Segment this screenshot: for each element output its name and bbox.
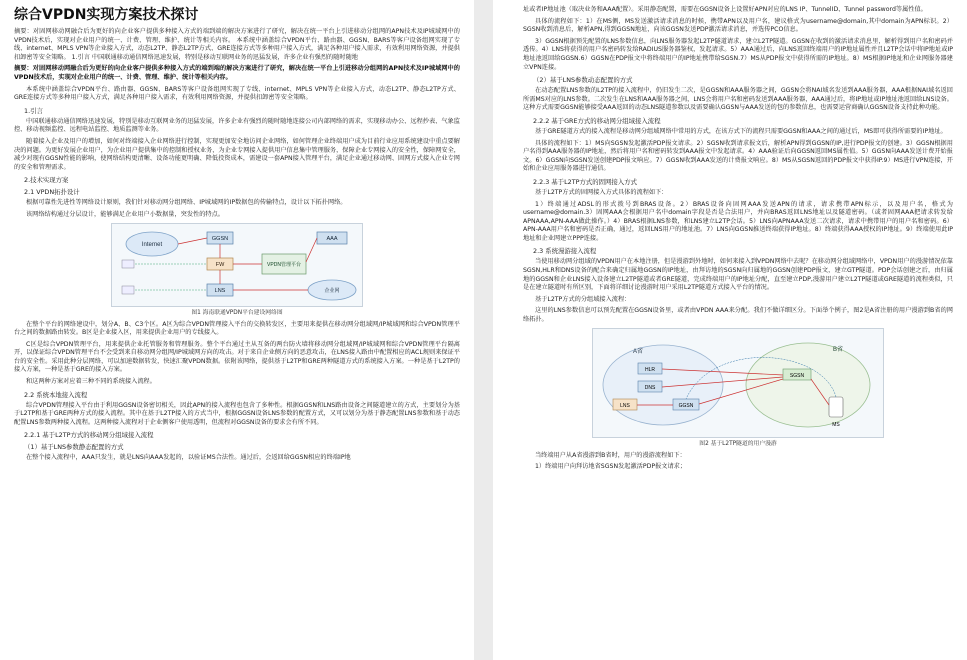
f1-ggsn-label: GGSN xyxy=(211,235,229,242)
figure-1-caption: 图1 海南联通VPDN平台建设网络图 xyxy=(191,309,283,316)
steps-paragraph-2: 3）GGSN根据预先配置的LNS参数信息，向LNS服务器发起L2TP隧道请求，建立L2TP隧道。GGSN在收到的激活请求消息里，解析得到用户名和密码并透传。4）LNS将获得的用户名密码转发给RADIUS服务器鉴权，发起请求。5）AAA通过后，向LNS返回终端用户的IP地址属性并且L2TP会话中将IP地址或IP地址池返回给GGSN.6）GGSN在PDP报文中将终端用户的IP地址携带给SGSN.7）MS从PDP报文中获得所需的IP地址。8）MS根据IP地址和企业网服务器建立VPN连接。 xyxy=(523,37,953,71)
fixed-paragraph-2: 1）终端通过ADSL的形式拨号到BRAS设备。2）BRAS设备向固网AAA发送APN的请求，请求携带APN标示，以及用户名，格式为username@domain.3）固网AAA会根据用户名中domain字段是否是合法用户，并向BRAS返回LNS地址以及隧道密码。（或者固网AAA把请求转发给APNAAA,APN-AAA做此操作。）4）BRAS根据LNS参数，和LNS建立L2TP会话。5）LNS向APNAAA发送二次请求，请求中携带用户的用户名和密码。6）APN-AAA用户名和密码是否正确，通过，返回LNS用户的地址池。7）LNS向GGSN推送终端获得IP地址。8）终端获得AAA授权的IP地址。9）终端使用此IP地址和企业网建立PPP连接。 xyxy=(523,200,953,242)
fig1-paragraph-1: 在整个平台的网络建设中，划分A、B、C3个区。A区为综合VPDN管理接入平台的交换转发区，主要用来提供在移动网分组域网/IP城域网和综合VPDN管理平台之间的数据路由转发。B区是企业接入区，用来提供企业用户的专线接入。 xyxy=(14,320,460,337)
heading-dynamic: （2）基于LNS参数动态配置的方式 xyxy=(533,76,633,85)
fig1-paragraph-3: 和这两种方案对应着三种不同的系统接入流程。 xyxy=(26,378,156,386)
roam-paragraph-4: 当终端用户从A省漫游到B省时，用户的漫游流程如下： xyxy=(535,451,686,459)
left-page xyxy=(0,0,474,660)
terminal-icon xyxy=(122,260,134,268)
static-paragraph-1: 在整个接入流程中，AAA只发生，就是LNS向AAA发起的，以验证MS合法性。通过后，会返回给GGSN相应的终端IP地 xyxy=(26,454,351,462)
f2-dns-label: DNS xyxy=(644,384,656,391)
abstract-bold: 摘要：对固网移动网融合后为更好的向企业客户提供多种接入方式的端到端的解决方案进行了研究，解决在统一平台上引进移动分组网的APN技术及IP城域网中的VPDN技术后，实现对企业用户的统一、计费、管理、维护、统计等相关内容。 xyxy=(14,65,460,81)
f2-sgsn-label: SGSN xyxy=(789,372,805,379)
province-a-cloud-icon xyxy=(603,345,723,425)
roam-paragraph-1: 当使用移动网分组域的VPDN用户在本地注册，但是漫游到外地时，如何来接入到VPDN网络中去呢？在移动网分组域网络中，VPDN用户的漫游情况依靠SGSN,HLR和DNS设备的配合来确定归属地GGSN的IP地址，由拜访地的SGSN向归属地的GGSN创建PDP报文，建立GTP隧道。PDP会话创建之后，由归属地的GGSN和企业LNS接入设备建立L2TP隧道或者GRE隧道，完成终端用户的IP地址分配，直至建立PDP,漫游用户建立L2TP隧道或GRE隧道的流程类似，只是在建立隧道时有所区别，下面将详细讨论漫游时用户采用L2TP隧道方式接入平台的情况。 xyxy=(523,258,953,292)
dynamic-paragraph-1: 在动态配置LNS参数的L2TP的接入流程中，仍旧发生二次，是GGSN和AAA服务器之间，GGSN会将NAI域名发送到AAA服务器，AAA根据NAI域名返回所需MS对应的LNS参数。二次发生在LNS和AAA服务器之间，LNS会将用户名和密码发送到AAA服务器，AAA通过后，将IP地址或IP地址池返回给LNS设备。这种方式需要GGSN能够接受AAA返回的动态LNS隧道参数以及需要确认GGSN与AAA发送的包的参数信息，也需要运营商确认GGSN设备支持此种功能。 xyxy=(523,87,953,112)
f2-b-label: B省 xyxy=(833,346,844,353)
f1-fw-label: FW xyxy=(215,261,225,268)
province-b-cloud-icon xyxy=(746,343,870,427)
fixed-paragraph-1: 基于L2TP方式的固网接入方式具体的流程如下： xyxy=(535,188,668,196)
topology-paragraph-1: 根据可靠性先进性等网络设计原则，我们针对移动网分组网络、IP城域网的IP数据包的传输特点，设计以下拓扑网络。 xyxy=(26,199,347,207)
heading-roaming: 2.3 系统漫游接入流程 xyxy=(533,247,597,256)
figure-1-network-diagram xyxy=(111,223,363,307)
heading-intro: 1.引言 xyxy=(24,106,43,115)
fig1-paragraph-2: C区是综合VPDN管理平台，用来提供企业托管服务和管理服务。整个平台通过主从互备的两台防火墙将移动网分组域网/IP城域网和综合VPDN管理平台隔离开，以保证综合VPDN管理平台不会受到来自移动网分组网/IP城域网方向的攻击。对于来自企业侧方向的恶意攻击，在LNS接入路由中配置相应的ACL规则来保证平台的安全性。采用此种分层网络，可以加速数据转发，快速汇聚VPDN数据。依附该网络，提供基于L2TP和GRE两种隧道方式的系统接入方案。一种是基于L2TP的接入方案，一种是基于GRE的接入方案。 xyxy=(14,340,460,374)
f1-aaa-label: AAA xyxy=(326,235,338,242)
roam-paragraph-3: 这里的LNS参数信息可以预先配置在GGSN设备里，或者由VPDN AAA来分配。我们不做详细区分。下面举个例子，图2是A省注册的用户漫游到B省的网络拓扑。 xyxy=(523,307,953,324)
figure-2-roaming-diagram xyxy=(592,328,884,438)
heading-l2tp: 2.2.1 基于L2TP方式的移动网分组域接入流程 xyxy=(24,431,154,440)
f1-enterprise-label: 企业网 xyxy=(324,287,340,294)
abstract: 摘要：对固网移动网融合后为更好的向企业客户提供多种接入方式的端到端的解决方案进行了研究，解决在统一平台上引进移动分组网的APN技术及IP城域网中的VPDN技术后，实现对企业用户的统一、计费、管理、维护、统计等相关内容。 本系统中涵盖综合VPDN平台、路由器、GGSN、BARS等客户设备组网实现了专线、internet、MPLS VPN等企业接入方式，动态L2TP、静态L2TP方式、GRE连接方式等多种用户接入方式，满足各种用户接入需求，有效利用网络资源，并提供扣卸密等安全策略。 1.引言 中国联通移动通信网络迅速发展，特别是移动互联网业务的迅猛发展，许多企业有强烈的随时随地 xyxy=(14,28,460,61)
heading-lns-static: （1）基于LNS参数静态配置的方式 xyxy=(24,443,124,452)
f2-a-label: A省 xyxy=(633,348,644,355)
heading-scheme: 2.技术实现方案 xyxy=(24,176,69,185)
intro-paragraph-1: 中国联通移动通信网络迅速发展，特别是移动互联网业务的迅猛发展，许多企业有强烈的随时随地连接公司内部网络的需求，实现移动办公、远程抄表、气象监控、移动视频监控、远程电站监控、地质监测等业务。 xyxy=(14,117,460,134)
intro-paragraph-2: 随着接入企业及用户的增加，如何对终端接入企业网络进行控制，实现更加安全地访问企业网络，如何管理企业终端用户成为目前行业应用系统建设中重点要解决的问题。为更好发展企业用户，为企业用户提供集中的控制和授权业务，为企业专网接入提供用户信息集中管理服务，保障企业专网接入的安全性，保障网安全，减少对现有GGSN性能的影响，使网络结构更清晰、设备功能更明确、降低投资成本，需建设一套APN接入管理平台，满足企业通过移动网、固网方式接入企业专网的安全和管理需求。 xyxy=(14,137,460,171)
gre-paragraph-1: 基于GRE隧道方式的接入流程是移动网分组域网络中常用的方式，在该方式下的流程只需要GGSN和AAA之间的通过后，MS即可获得所需要的IP地址。 xyxy=(535,127,947,135)
heading-topology: 2.1 VPDN拓扑设计 xyxy=(24,188,80,197)
figure-2-caption: 图2 基于L2TP隧道的用户漫游 xyxy=(699,440,777,447)
f2-lns-label: LNS xyxy=(620,402,630,409)
terminal-icon xyxy=(122,286,134,294)
heading-fixed: 2.2.3 基于L2TP方式的固网接入方式 xyxy=(533,177,637,186)
gre-paragraph-2: 具体的流程如下：1）MS向SGSN发起激活PDP报文请求。2）SGSN收到请求报文后，解析APN得到GGSN的IP,进行PDP报文的创建。3）GGSN根据用户名得到AAA服务器的IP地址，然后将用户名和密码转发到AAA报文中发起请求。4）AAA验证后向GGSN返回MS属性值。5）GGSN向AAA发送计费开始报文。6）GGSN向SGSN发送创建PDP报文响应。7）GGSN收到AAA发送的计费报文响应。8）MS从SGSN返回的PDP报文中获得IP.9）MS进行VPN连接，开始和企业应用服务器进行通信。 xyxy=(523,139,953,173)
roam-paragraph-5: 1）终端用户向拜访地省SGSN发起激活PDP报文请求； xyxy=(535,463,687,471)
continued-paragraph: 址或者IP地址池（取决业务和AAA配置）。采用静态配置，需要在GGSN设备上设置好APN对应的LNS IP、TunnelID、Tunnel password等属性值。 xyxy=(523,6,927,13)
f2-hlr-label: HLR xyxy=(644,366,656,373)
f1-vpdn-label: VPDN管理平台 xyxy=(267,261,301,268)
paper-title: 综合VPDN实现方案技术探讨 xyxy=(14,7,199,23)
mobile-phone-icon xyxy=(829,397,843,417)
page-gap xyxy=(474,0,493,660)
topology-paragraph-2: 该网络结构通过分层设计，能够满足企业用户小数据量，突发性的特点。 xyxy=(26,210,224,218)
steps-paragraph-1: 具体的流程如下：1）在MS侧，MS发送激活请求消息的时候，携带APN以及用户名，建议格式为username@domain,其中domain为APN标识。2）SGSN收到消息后，解析APN,得到GGSN地址，向该GGSN发送PDP激活请求消息，并选传PCO信息。 xyxy=(523,17,953,34)
roam-paragraph-2: 基于L2TP方式的分组域接入流程： xyxy=(535,295,631,303)
summary: 本系统中涵盖综合VPDN平台、路由器、GGSN、BARS等客户设备组网实现了专线、internet、MPLS VPN等企业接入方式，动态L2TP、静态L2TP方式、GRE连接方式等多种用户接入方式，满足各种用户接入需求，有效利用网络资源，并提供扣卸密等安全策略。 xyxy=(14,85,460,102)
flow-paragraph-1: 综合VPDN管理接入平台由于利用GGSN设备密切相关，因此APN的接入流程也包含了多种性。根据GGSN和LNS路由设备之间隧道建立的方式，主要划分为基于L2TP和基于GRE两种方式的接入流程。其中在基于L2TP接入的方式当中，根据GGSN设备LNS参数的配置方式，又可以划分为基于静态配置LNS参数和基于动态配置LNS参数两种接入流程。这两种接入流程对于企业侧客户使用透明，但流程对GGSN设备的要求会有所不同。 xyxy=(14,401,460,426)
f2-ms-label: MS xyxy=(832,421,840,428)
f1-internet-label: Internet xyxy=(141,241,163,248)
f2-ggsn-label: GGSN xyxy=(678,402,694,409)
f1-lns-label: LNS xyxy=(214,287,226,294)
heading-access-flow: 2.2 系统本地接入流程 xyxy=(24,390,88,399)
right-page xyxy=(493,0,967,660)
heading-gre: 2.2.2 基于GRE方式的移动网分组域接入流程 xyxy=(533,116,661,125)
